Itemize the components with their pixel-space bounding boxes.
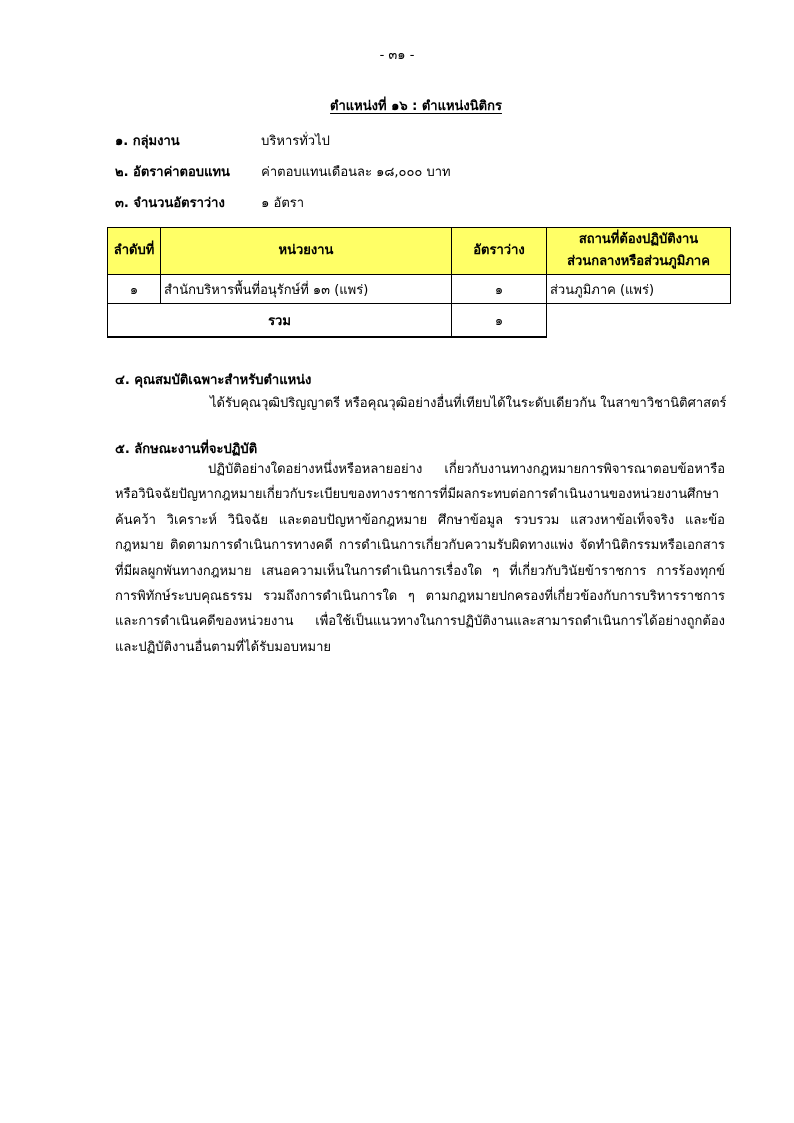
info-label-compensation: ๒. อัตราค่าตอบแทน — [115, 165, 230, 180]
section-4-heading: ๔. คุณสมบัติเฉพาะสำหรับตำแหน่ง — [115, 373, 312, 388]
page-title-text: ตำแหน่งที่ ๑๖ : ตำแหน่งนิติกร — [330, 99, 502, 114]
total-label: รวม — [108, 304, 452, 338]
row-order: ๑ — [108, 275, 161, 304]
vacancy-table — [107, 227, 731, 338]
info-row-vacancies — [115, 192, 304, 213]
page-number: - ๓๑ - — [379, 48, 415, 63]
info-value-vacancies: ๑ อัตรา — [261, 196, 305, 211]
section-5-heading: ๕. ลักษณะงานที่จะปฏิบัติ — [115, 442, 258, 457]
row-location: ส่วนภูมิภาค (แพร่) — [547, 275, 731, 304]
header-unit: หน่วยงาน — [161, 228, 452, 275]
header-order: ลำดับที่ — [108, 228, 161, 275]
info-row-compensation — [115, 161, 451, 182]
table-header-row — [108, 228, 731, 275]
page-title — [0, 95, 794, 116]
total-value: ๑ — [452, 304, 547, 338]
header-location — [547, 228, 731, 275]
info-row-group — [115, 130, 330, 151]
section-5-text: ปฏิบัติอย่างใดอย่างหนึ่งหรือหลายอย่าง เกี่ยวกับงานทางกฎหมายการพิจารณาตอบข้อหารือ หรือวินิจฉัยปัญหากฎหมายเกี่ยวกับระเบียบของทางราชการที่มีผลกระทบต่อการดำเนินงานของหน่วยงานศึกษา ค้นคว้า วิเคราะห์ วินิจฉัย และตอบปัญหาข้อกฎหมาย ศึกษาข้อมูล รวบรวม แสวงหาข้อเท็จจริง และข้อกฎหมาย ติดตามการดำเนินการทางคดี การดำเนินการเกี่ยวกับความรับผิดทางแพ่ง จัดทำนิติกรรมหรือเอกสารที่มีผลผูกพันทางกฎหมาย เสนอความเห็นในการดำเนินการเรื่องใด ๆ ที่เกี่ยวกับวินัยข้าราชการ การร้องทุกข์ การพิทักษ์ระบบคุณธรรม รวมถึงการดำเนินการใด ๆ ตามกฎหมายปกครองที่เกี่ยวข้องกับการบริหารราชการ และการดำเนินคดีของหน่วยงาน เพื่อใช้เป็นแนวทางในการปฏิบัติงานและสามารถดำเนินการได้อย่างถูกต้อง และปฏิบัติงานอื่นตามที่ได้รับมอบหมาย — [115, 462, 725, 655]
table-total-row — [108, 304, 731, 338]
row-unit: สำนักบริหารพื้นที่อนุรักษ์ที่ ๑๓ (แพร่) — [161, 275, 452, 304]
header-vacancy: อัตราว่าง — [452, 228, 547, 275]
total-empty-cell — [547, 304, 731, 338]
header-location-line2: ส่วนกลางหรือส่วนภูมิภาค — [567, 254, 710, 269]
section-4-text: ได้รับคุณวุฒิปริญญาตรี หรือคุณวุฒิอย่างอื่นที่เทียบได้ในระดับเดียวกัน ในสาขาวิชานิติศาสตร์ — [210, 396, 727, 411]
header-location-line1: สถานที่ต้องปฏิบัติงาน — [578, 232, 699, 247]
table-row — [108, 275, 731, 304]
info-value-compensation: ค่าตอบแทนเดือนละ ๑๘,๐๐๐ บาท — [261, 165, 451, 180]
row-vacancy: ๑ — [452, 275, 547, 304]
info-label-vacancies: ๓. จำนวนอัตราว่าง — [115, 196, 225, 211]
info-value-group: บริหารทั่วไป — [261, 134, 330, 149]
info-label-group: ๑. กลุ่มงาน — [115, 134, 180, 149]
